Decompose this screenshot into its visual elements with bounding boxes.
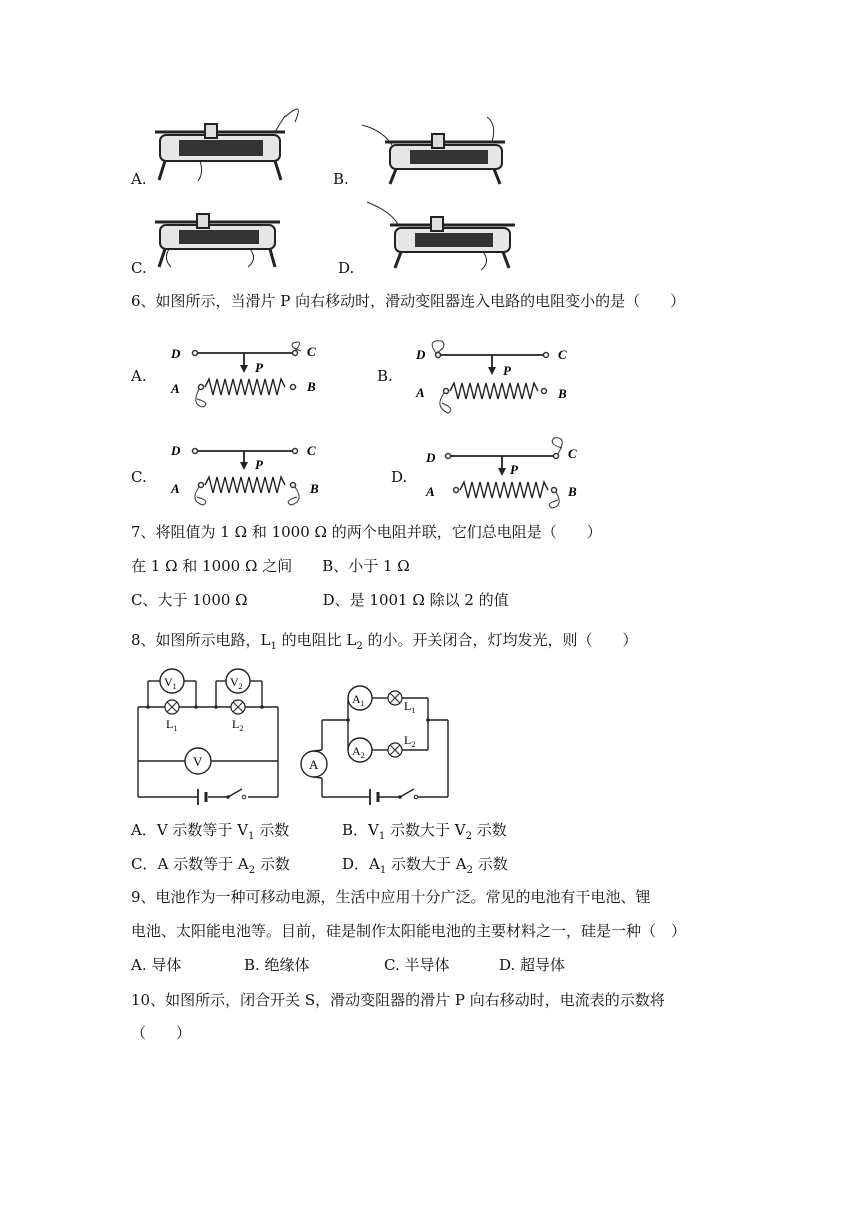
q7-options-line-1[interactable]: 在 1 Ω 和 1000 Ω 之间 B、小于 1 Ω [131, 557, 410, 575]
terminal-d-label: D [416, 347, 426, 362]
q6-option-b-label[interactable]: B. [377, 367, 393, 385]
q8-series-circuit-diagram [130, 665, 290, 805]
terminal-b-label: B [558, 386, 567, 401]
q8-parallel-circuit-diagram [298, 680, 458, 805]
terminal-c-label: C [568, 446, 577, 461]
q6-option-d-label[interactable]: D. [391, 468, 408, 486]
q7-question-stem: 7、将阻值为 1 Ω 和 1000 Ω 的两个电阻并联，它们总电阻是（ ） [131, 523, 602, 541]
q5-option-c-label[interactable]: C. [131, 259, 147, 277]
q5-option-d-label[interactable]: D. [338, 259, 355, 277]
terminal-a-label: A [416, 385, 425, 400]
q8-option-c[interactable]: C．A 示数等于 $A_2$ 示数 [131, 855, 290, 876]
q6-option-c-label[interactable]: C. [131, 468, 147, 486]
voltmeter-v1-label: $V_1$ [164, 675, 177, 691]
q5-rheostat-b-picture [360, 110, 510, 190]
q9-question-line-1: 9、电池作为一种可移动电源，生活中应用十分广泛。常见的电池有干电池、锂 [131, 888, 651, 906]
q10-question-line-2: （ ） [131, 1024, 192, 1042]
ammeter-a1-label: $A_1$ [352, 692, 365, 708]
terminal-c-label: C [307, 344, 316, 359]
terminal-a-label: A [171, 381, 180, 396]
q6-rheostat-diagram-c [165, 435, 325, 515]
slider-p-label: P [255, 360, 263, 375]
terminal-a-label: A [171, 481, 180, 496]
q10-question-line-1: 10、如图所示，闭合开关 S，滑动变阻器的滑片 P 向右移动时，电流表的示数将 [131, 991, 665, 1009]
terminal-b-label: B [310, 481, 319, 496]
q8-question-stem: 8、如图所示电路，$L_1$ 的电阻比 $L_2$ 的小。开关闭合，灯均发光，则（ ） [131, 631, 638, 652]
q6-option-a-label[interactable]: A. [131, 367, 147, 385]
terminal-c-label: C [558, 347, 567, 362]
terminal-d-label: D [171, 443, 181, 458]
terminal-c-label: C [307, 443, 316, 458]
slider-p-label: P [503, 363, 511, 378]
terminal-b-label: B [568, 484, 577, 499]
q9-question-line-2: 电池、太阳能电池等。目前，硅是制作太阳能电池的主要材料之一，硅是一种（ ） [131, 922, 687, 940]
slider-p-label: P [255, 457, 263, 472]
ammeter-a-label: A [309, 757, 319, 772]
q9-option-c[interactable]: C. 半导体 [384, 956, 450, 974]
q7-options-line-2[interactable]: C、大于 1000 Ω D、是 1001 Ω 除以 2 的值 [131, 591, 509, 609]
q6-question-stem: 6、如图所示，当滑片 P 向右移动时，滑动变阻器连入电路的电阻变小的是（ ） [131, 292, 686, 310]
q6-rheostat-diagram-b [410, 335, 575, 415]
lamp-l1-label: $L_1$ [404, 699, 416, 715]
ammeter-a2-label: $A_2$ [352, 744, 365, 760]
terminal-a-label: A [426, 484, 435, 499]
q9-option-d[interactable]: D. 超导体 [499, 956, 566, 974]
q6-rheostat-diagram-d [420, 432, 585, 512]
q5-rheostat-a-picture [155, 110, 305, 190]
voltmeter-v-label: V [193, 754, 203, 769]
q9-option-a[interactable]: A. 导体 [131, 956, 182, 974]
voltmeter-v2-label: $V_2$ [230, 675, 243, 691]
q5-rheostat-d-picture [365, 200, 515, 280]
q8-option-d[interactable]: D．$A_1$ 示数大于 $A_2$ 示数 [342, 855, 508, 876]
slider-p-label: P [510, 462, 518, 477]
lamp-l2-label: $L_2$ [232, 717, 244, 733]
terminal-b-label: B [307, 379, 316, 394]
terminal-d-label: D [426, 450, 436, 465]
q5-option-a-label[interactable]: A. [131, 170, 147, 188]
q9-option-b[interactable]: B. 绝缘体 [244, 956, 310, 974]
lamp-l1-label: $L_1$ [166, 717, 178, 733]
q5-option-b-label[interactable]: B. [333, 170, 349, 188]
lamp-l2-label: $L_2$ [404, 733, 416, 749]
q6-rheostat-diagram-a [165, 335, 325, 415]
q8-option-b[interactable]: B．$V_1$ 示数大于 $V_2$ 示数 [342, 821, 507, 842]
q5-rheostat-c-picture [155, 205, 305, 280]
terminal-d-label: D [171, 346, 181, 361]
q8-option-a[interactable]: A．V 示数等于 $V_1$ 示数 [131, 821, 290, 842]
